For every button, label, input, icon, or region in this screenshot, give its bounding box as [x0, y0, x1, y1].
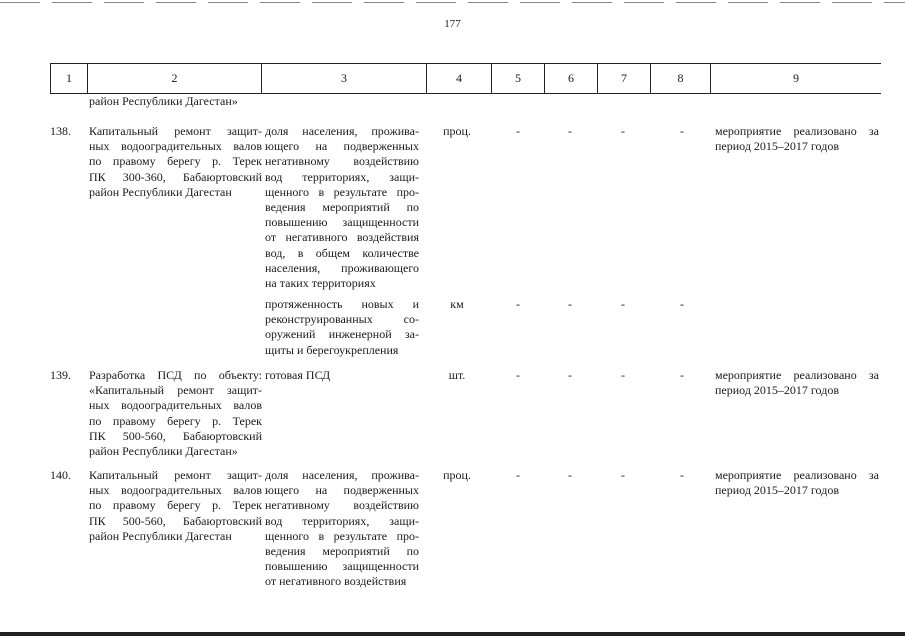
text-line: Разработка ПСД по объекту:	[89, 368, 262, 382]
text-line: ПК 500-560, Бабаюртовский	[89, 513, 262, 528]
value-col-5: -	[516, 124, 520, 138]
value-col-5: -	[516, 368, 520, 382]
header-col-4: 4	[427, 64, 492, 93]
row-number: 140.	[50, 468, 71, 482]
text-line: мероприятие реализовано за	[715, 468, 879, 482]
unit: шт.	[448, 368, 466, 382]
text-line: ющего на подверженных	[265, 139, 419, 154]
text-line: район Республики Дагестан»	[89, 444, 238, 459]
text-line: щенного в результате про-	[265, 184, 419, 199]
text-line: от негативного воздействия	[265, 574, 407, 589]
value-col-5: -	[516, 468, 520, 482]
value-col-5: -	[516, 297, 520, 311]
header-col-3: 3	[262, 64, 427, 93]
continuation-text: район Республики Дагестан»	[89, 94, 238, 108]
value-col-6: -	[568, 124, 572, 138]
text-line: щенного в результате про-	[265, 528, 419, 543]
note-text	[715, 468, 879, 498]
text-line: ведения мероприятий по	[265, 544, 419, 559]
text-line: населения, проживающего	[265, 260, 419, 275]
measure-name	[89, 124, 262, 200]
unit: проц.	[443, 124, 471, 138]
text-line: мероприятие реализовано за	[715, 124, 879, 138]
text-line: период 2015–2017 годов	[715, 383, 839, 398]
text-line: период 2015–2017 годов	[715, 139, 839, 154]
header-col-2: 2	[88, 64, 262, 93]
text-line: по правому берегу р. Терек	[89, 413, 262, 428]
text-line: период 2015–2017 годов	[715, 483, 839, 498]
note-text	[715, 124, 879, 154]
header-col-5: 5	[492, 64, 545, 93]
text-line: «Капитальный ремонт защит-	[89, 383, 262, 398]
text-line: негативному воздействию	[265, 498, 419, 513]
header-col-9: 9	[793, 71, 799, 85]
text-line: протяженность новых и	[265, 297, 419, 311]
text-line: от негативного воздействия	[265, 230, 419, 245]
value-col-6: -	[568, 368, 572, 382]
text-line: щиты и берегоукрепления	[265, 342, 399, 357]
text-line: вод, в общем количестве	[265, 245, 419, 260]
top-scan-border	[0, 2, 905, 3]
text-line: ных водооградительных валов	[89, 139, 262, 154]
text-line: доля населения, прожива-	[265, 124, 419, 138]
indicator-text	[265, 468, 419, 590]
indicator-text	[265, 297, 419, 358]
value-col-7: -	[621, 297, 625, 311]
value-col-7: -	[621, 468, 625, 482]
text-line: оружений инженерной за-	[265, 327, 419, 342]
text-line: по правому берегу р. Терек	[89, 498, 262, 513]
measure-name	[89, 468, 262, 544]
value-col-6: -	[568, 297, 572, 311]
text-line: доля населения, прожива-	[265, 468, 419, 482]
row-number: 138.	[50, 124, 71, 138]
unit: км	[450, 297, 464, 311]
text-line: повышению защищенности	[265, 559, 419, 574]
text-line: негативному воздействию	[265, 154, 419, 169]
text-line: Капитальный ремонт защит-	[89, 468, 262, 482]
header-col-1: 1	[50, 64, 88, 93]
note-text	[715, 368, 879, 398]
text-line: район Республики Дагестан	[89, 528, 232, 543]
text-line: мероприятие реализовано за	[715, 368, 879, 382]
unit: проц.	[443, 468, 471, 482]
header-col-7: 7	[598, 64, 651, 93]
text-line: готовая ПСД	[265, 368, 331, 382]
header-col-6: 6	[545, 64, 598, 93]
text-line: на таких территориях	[265, 276, 376, 291]
text-line: реконструированных со-	[265, 312, 419, 327]
text-line: ющего на подверженных	[265, 483, 419, 498]
value-col-8: -	[680, 368, 684, 382]
text-line: по правому берегу р. Терек	[89, 154, 262, 169]
indicator-text	[265, 124, 419, 291]
text-line: ПК 300-360, Бабаюртовский	[89, 169, 262, 184]
text-line: ПК 500-560, Бабаюртовский	[89, 428, 262, 443]
text-line: ведения мероприятий по	[265, 200, 419, 215]
text-line: ных водооградительных валов	[89, 483, 262, 498]
text-line: район Республики Дагестан	[89, 184, 232, 199]
text-line: повышению защищенности	[265, 215, 419, 230]
row-number: 139.	[50, 368, 71, 382]
text-line: вод территориях, защи-	[265, 513, 419, 528]
value-col-7: -	[621, 368, 625, 382]
header-col-8: 8	[651, 64, 711, 93]
text-line: Капитальный ремонт защит-	[89, 124, 262, 138]
bottom-scan-border	[0, 632, 905, 636]
page-number: 177	[444, 18, 461, 30]
text-line: ных водооградительных валов	[89, 398, 262, 413]
value-col-8: -	[680, 124, 684, 138]
value-col-8: -	[680, 468, 684, 482]
value-col-7: -	[621, 124, 625, 138]
measure-name	[89, 368, 262, 459]
value-col-6: -	[568, 468, 572, 482]
text-line: вод территориях, защи-	[265, 169, 419, 184]
indicator-text	[265, 368, 419, 383]
table-header	[50, 63, 881, 94]
value-col-8: -	[680, 297, 684, 311]
